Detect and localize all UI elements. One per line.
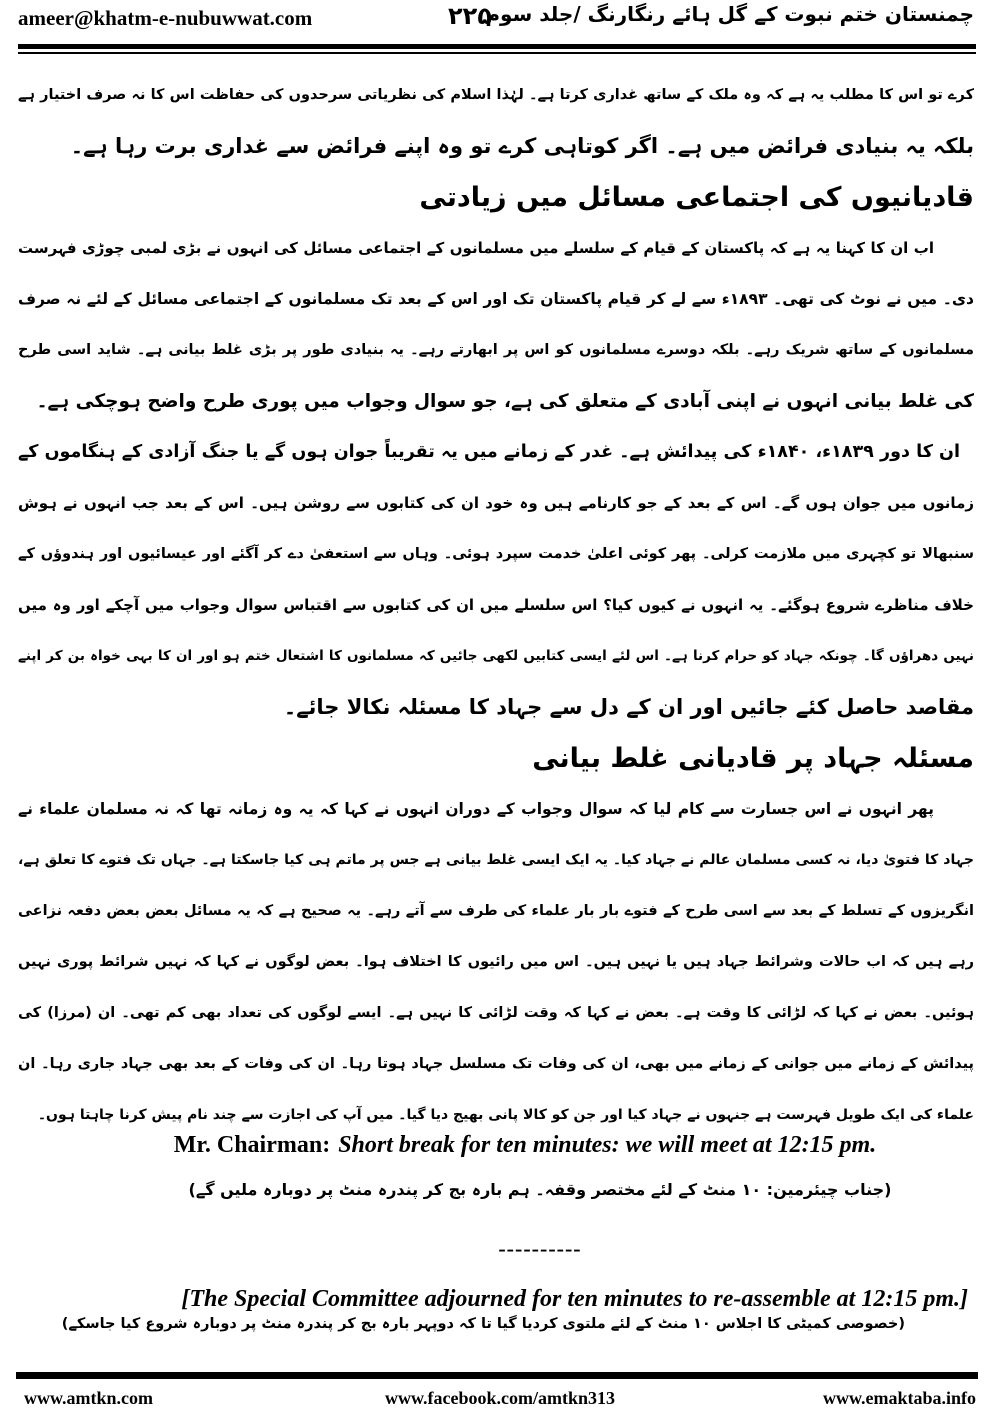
text-line: خلاف مناظرے شروع ہوگئے۔ یہ انہوں نے کیوں کیا؟ اس سلسلے میں ان کی کتابوں سے اقتباس سوال وجواب میں آچکے اور وہ میں — [18, 596, 974, 614]
text-line: پیدائش کے زمانے میں جوانی کے زمانے میں بھی، ان کی وفات تک مسلسل جہاد ہوتا رہا۔ ان کی وفات کے بعد بھی جہاد جاری رہا۔ ان — [18, 1056, 974, 1072]
speaker-label: Mr. Chairman: — [173, 1132, 331, 1158]
text-line: انگریزوں کے تسلط کے بعد سے اسی طرح کے فتوے بار بار علماء کی طرف سے آتے رہے۔ یہ صحیح ہے کہ یہ مسائل بعض بعض دفعہ نزاعی — [18, 903, 974, 919]
text-line: کرے تو اس کا مطلب یہ ہے کہ وہ ملک کے ساتھ غداری کرتا ہے۔ لہٰذا اسلام کی نظریاتی سرحدوں کی حفاظت اس کا نہ صرف اختیار ہے — [18, 87, 974, 103]
text-line: علماء کی ایک طویل فہرست ہے جنہوں نے جہاد کیا اور جن کو کالا پانی بھیج دیا گیا۔ میں آپ کی اجازت سے چند نام پیش کرنا چاہتا ہوں۔ — [37, 1107, 974, 1123]
footer-link-emaktaba[interactable]: www.emaktaba.info — [822, 1388, 976, 1408]
page-body — [18, 70, 974, 1141]
header-rule-thick — [18, 44, 976, 49]
chairman-statement — [0, 1132, 990, 1159]
text-line: جہاد کا فتویٰ دیا، نہ کسی مسلمان عالم نے جہاد کیا۔ یہ ایک ایسی غلط بیانی ہے جس پر ماتم ہی کیا جاسکتا ہے۔ جہاں تک فتوے کا تعلق ہے، — [18, 852, 974, 868]
text-line: رہے ہیں کہ اب حالات وشرائط جہاد ہیں یا نہیں ہیں۔ اس میں رائیوں کا اختلاف ہوا۔ بعض لوگوں نے کہا کہ نہیں شرائط پوری نہیں — [18, 954, 974, 970]
footer-rule — [16, 1372, 978, 1379]
chairman-statement-urdu: (جناب چیئرمین: ۱۰ منٹ کے لئے مختصر وقفہ۔ ہم بارہ بج کر پندرہ منٹ پر دوبارہ ملیں گے) — [188, 1180, 892, 1199]
page-number: ۲۲۵ — [448, 2, 492, 30]
section-heading: مسئلہ جہاد پر قادیانی غلط بیانی — [532, 743, 974, 774]
text-line: کی غلط بیانی انہوں نے اپنی آبادی کے متعلق کی ہے، جو سوال وجواب میں پوری طرح واضح ہوچکی ہے۔ — [36, 391, 974, 412]
text-line: مقاصد حاصل کئے جائیں اور ان کے دل سے جہاد کا مسئلہ نکالا جائے۔ — [283, 695, 974, 719]
text-line: سنبھالا تو کچہری میں ملازمت کرلی۔ پھر کوئی اعلیٰ خدمت سپرد ہوئی۔ وہاں سے استعفیٰ دے کر آگئے اور عیسائیوں اور ہندوؤں کے — [18, 546, 974, 562]
book-title: چمنستان ختم نبوت کے گل ہائے رنگارنگ /جلد سوم — [485, 2, 974, 26]
text-line: بلکہ یہ بنیادی فرائض میں ہے۔ اگر کوتاہی کرے تو وہ اپنے فرائض سے غداری برت رہا ہے۔ — [70, 134, 974, 158]
footer-link-facebook[interactable]: www.facebook.com/amtkn313 — [385, 1388, 615, 1408]
adjournment-note-urdu: (خصوصی کمیٹی کا اجلاس ۱۰ منٹ کے لئے ملتوی کردیا گیا تا کہ دوپہر بارہ بج کر پندرہ منٹ پر دوبارہ شروع کیا جاسکے) — [61, 1316, 905, 1332]
text-line: دی۔ میں نے نوٹ کی تھی۔ ۱۸۹۳ء سے لے کر قیام پاکستان تک اور اس کے بعد تک مسلمانوں کے اجتماعی مسائل کے لئے نہ صرف — [18, 290, 974, 308]
paragraph — [18, 427, 974, 733]
text-line: مسلمانوں کے ساتھ شریک رہے۔ بلکہ دوسرے مسلمانوں کو اس پر ابھارتے رہے۔ یہ بنیادی طور پر بڑی غلط بیانی ہے۔ شاید اسی طرح — [18, 342, 974, 358]
text-line: ان کا دور ۱۸۳۹ء، ۱۸۴۰ء کی پیدائش ہے۔ غدر کے زمانے میں یہ تقریباً جوان ہوں گے یا جنگ آزادی کے ہنگاموں کے — [18, 442, 960, 462]
chairman-text: Short break for ten minutes: we will meet at 12:15 pm. — [338, 1132, 877, 1158]
footer-link-amtkn[interactable]: www.amtkn.com — [24, 1388, 153, 1408]
separator: ---------- — [498, 1236, 582, 1261]
text-line: پھر انہوں نے اس جسارت سے کام لیا کہ سوال وجواب کے دوران انہوں نے کہا کہ یہ وہ زمانہ تھا کہ نہ مسلمان علماء نے — [18, 800, 934, 818]
text-line: ہوئیں۔ بعض نے کہا کہ لڑائی کا وقت ہے۔ بعض نے کہا کہ وقت لڑائی کا نہیں ہے۔ ایسے لوگوں کی تعداد بھی کم تھی۔ ان (مرزا) کی — [18, 1005, 974, 1021]
adjournment-note: [The Special Committee adjourned for ten minutes to re-assemble at 12:15 pm.] — [181, 1286, 968, 1312]
text-line: نہیں دھراؤں گا۔ چونکہ جہاد کو حرام کرنا ہے۔ اس لئے ایسی کتابیں لکھی جائیں کہ مسلمانوں کا اشتعال ختم ہو اور ان کا بہی خواہ بن کر اپنے — [18, 648, 974, 664]
text-line: زمانوں میں جوان ہوں گے۔ اس کے بعد کے جو کارنامے ہیں وہ خود ان کی کتابوں سے روشن ہیں۔ اس کے بعد جب انہوں نے ہوش — [18, 494, 974, 512]
text-line: اب ان کا کہنا یہ ہے کہ پاکستان کے قیام کے سلسلے میں مسلمانوں کے اجتماعی مسائل کی انہوں نے بڑی لمبی چوڑی فہرست — [18, 239, 934, 257]
header-email[interactable]: ameer@khatm-e-nubuwwat.com — [18, 6, 313, 30]
header-rule-thin — [18, 52, 976, 54]
section-heading: قادیانیوں کی اجتماعی مسائل میں زیادتی — [419, 182, 974, 213]
paragraph — [18, 223, 974, 427]
paragraph — [18, 784, 974, 1141]
